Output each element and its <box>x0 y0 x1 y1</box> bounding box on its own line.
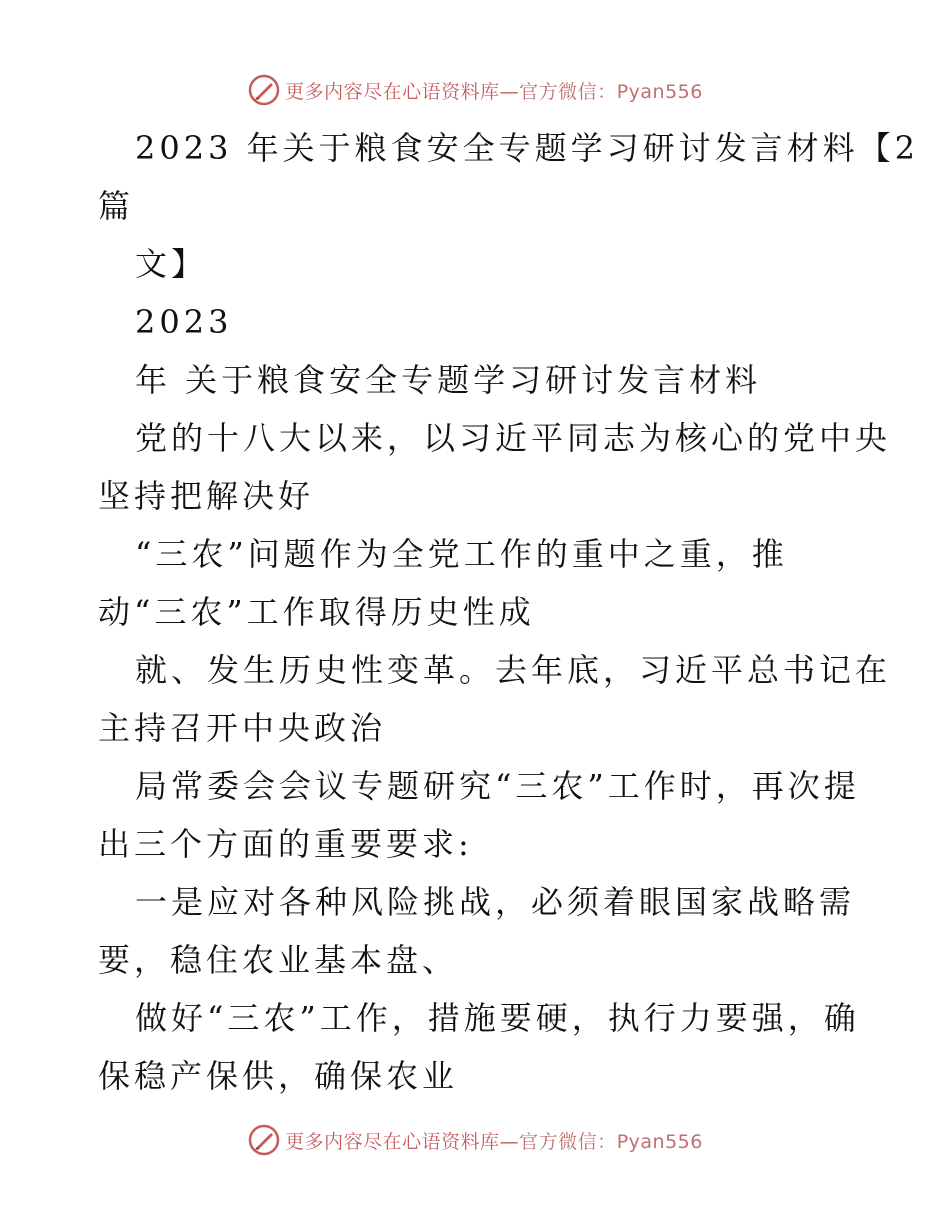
watermark-wechat-id: Pyan556 <box>616 1130 703 1153</box>
paragraph-line: 局常委会会议专题研究“三农”工作时，再次提 <box>135 767 860 805</box>
paragraph-line: 党的十八大以来，以习近平同志为核心的党中央 <box>135 419 892 457</box>
quill-logo-icon <box>247 1123 281 1157</box>
watermark-site-text: 更多内容尽在心语资料库 <box>285 1130 500 1153</box>
paragraph-line: 坚持把解决好 <box>98 477 315 515</box>
paragraph-line: 一是应对各种风险挑战，必须着眼国家战略需 <box>135 883 856 921</box>
paragraph-line: “三农”问题作为全党工作的重中之重，推 <box>135 535 788 573</box>
watermark-wechat-label: 官方微信： <box>519 1130 617 1153</box>
footer-watermark <box>0 1120 950 1160</box>
title-line-2: 篇 <box>98 187 135 225</box>
year-line: 2023 <box>135 303 233 341</box>
title-line-3: 文】 <box>135 245 208 283</box>
subtitle-line: 年 关于粮食安全专题学习研讨发言材料 <box>135 361 762 399</box>
watermark-wechat-id: Pyan556 <box>616 80 703 103</box>
watermark-site-text: 更多内容尽在心语资料库 <box>285 80 500 103</box>
title-line-1: 2023 年关于粮食安全专题学习研讨发言材料【2 <box>135 129 919 167</box>
watermark-dash: — <box>499 1130 520 1153</box>
paragraph-line: 出三个方面的重要要求: <box>98 825 473 863</box>
watermark-wechat-label: 官方微信： <box>519 80 617 103</box>
paragraph-line: 就、发生历史性变革。去年底，习近平总书记在 <box>135 651 892 689</box>
paragraph-line: 要，稳住农业基本盘、 <box>98 941 459 979</box>
paragraph-line: 主持召开中央政治 <box>98 709 387 747</box>
watermark-text <box>285 1127 703 1154</box>
paragraph-line: 做好“三农”工作，措施要硬，执行力要强，确 <box>135 999 860 1037</box>
paragraph-line: 动“三农”工作取得历史性成 <box>98 593 535 631</box>
watermark-dash: — <box>499 80 520 103</box>
paragraph-line: 保稳产保供，确保农业 <box>98 1057 459 1095</box>
